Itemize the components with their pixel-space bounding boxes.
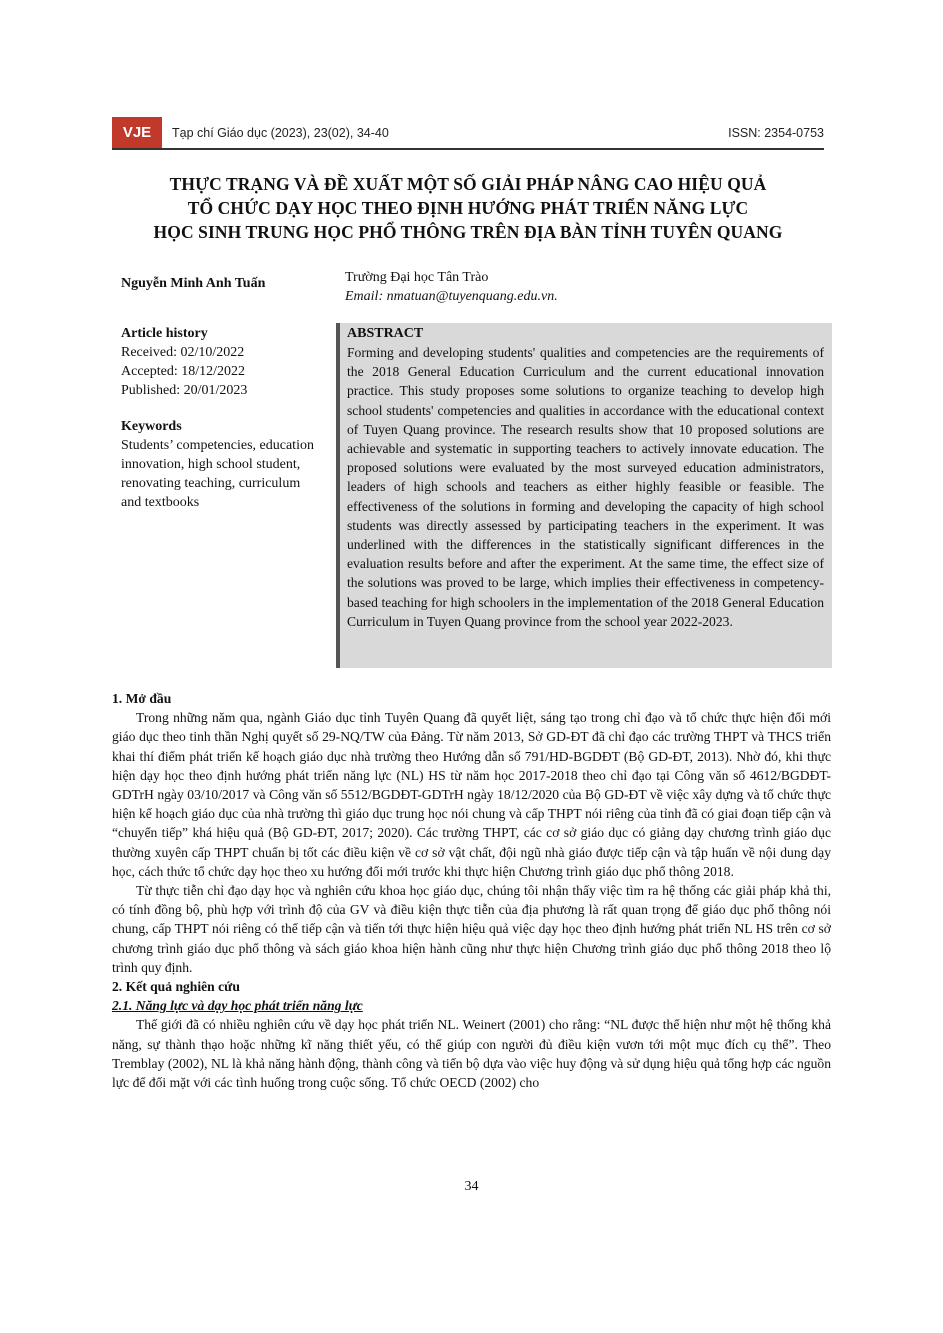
- abstract-heading: ABSTRACT: [347, 326, 424, 341]
- abstract-text: Forming and developing students' qualities and competencies are the requirements of the 2018 General Education Curriculum and the current educational innovation practice. This study proposes some solutions to organize teaching to develop high school students' competencies and qualities in accordance with the educational context of Tuyen Quang province. The research results show that 10 proposed solutions are achievable and systematic in supporting teachers to actively innovate education. The proposed solutions were evaluated by the most surveyed education administrators, leaders of high schools and teachers as either highly feasible or feasible. The effectiveness of the solutions in forming and developing the capacity of high school students was directly assessed by participating teachers in the experiment. It was underlined with the differences in the statistically significant differences in the evaluation results before and after the experiment. At the same time, the effect size of the solutions was proved to be large, which implies their effectiveness in competency-based teaching for high schoolers in the implementation of the 2018 General Education Curriculum in Tuyen Quang province from the school year 2022-2023.: [347, 345, 824, 629]
- paragraph: Từ thực tiễn chỉ đạo dạy học và nghiên cứu khoa học giáo dục, chúng tôi nhận thấy việc tìm ra hệ thống các giải pháp khả thi, có tính đồng bộ, phù hợp với trình độ của GV và điều kiện thực tiễn của địa phương là rất quan trọng để giáo dục phổ thông nói chung, cấp THPT nói riêng có thể tiếp cận và tiến tới thực hiện hiệu quả việc dạy học theo định hướng phát triển NL HS trên cơ sở chương trình giáo dục phổ thông và sách giáo khoa hiện hành cũng như thực hiện Chương trình giáo dục phổ thông 2018 theo lộ trình quy định.: [112, 883, 831, 975]
- keywords-heading: Keywords: [121, 419, 182, 434]
- article-title: [112, 172, 824, 244]
- journal-logo-badge: VJE: [112, 117, 162, 149]
- header-divider: [112, 148, 824, 150]
- author-affiliation-block: [345, 268, 558, 306]
- paragraph: Thế giới đã có nhiều nghiên cứu về dạy học phát triển NL. Weinert (2001) cho rằng: “NL được thể hiện như một hệ thống khả năng, sự thành thạo hoặc những kĩ năng thiết yếu, có thể giúp con người đủ điều kiện vươn tới một mục đích cụ thể”. Theo Tremblay (2002), NL là khả năng hành động, thành công và tiến bộ dựa vào việc huy động và sử dụng hiệu quả tổng hợp các nguồn lực để đối mặt với các tình huống trong cuộc sống. Tổ chức OECD (2002) cho: [112, 1017, 831, 1091]
- affiliation: Trường Đại học Tân Trào: [345, 270, 489, 285]
- issn-label: ISSN: 2354-0753: [728, 126, 824, 140]
- spacer: [121, 400, 321, 417]
- title-line-1: THỰC TRẠNG VÀ ĐỀ XUẤT MỘT SỐ GIẢI PHÁP NÂNG CAO HIỆU QUẢ: [169, 174, 767, 194]
- article-history-heading: Article history: [121, 326, 208, 341]
- title-line-3: HỌC SINH TRUNG HỌC PHỔ THÔNG TRÊN ĐỊA BÀN TỈNH TUYÊN QUANG: [153, 222, 783, 242]
- subsection-heading: 2.1. Năng lực và dạy học phát triển năng lực: [112, 998, 363, 1014]
- paragraph: Trong những năm qua, ngành Giáo dục tỉnh Tuyên Quang đã quyết liệt, sáng tạo trong chỉ đạo và tổ chức thực hiện đổi mới giáo dục theo tinh thần Nghị quyết số 29-NQ/TW của Đảng. Từ năm 2013, Sở GD-ĐT đã chỉ đạo các trường THPT và THCS triển khai thí điểm phát triển kế hoạch giáo dục nhà trường theo Hướng dẫn số 791/HD-BGDĐT (Bộ GD-ĐT, 2013). Nhờ đó, khi thực hiện dạy học theo định hướng phát triển năng lực (NL) HS từ năm học 2017-2018 theo chỉ đạo tại Công văn số 4612/BGDĐT-GDTrH ngày 03/10/2017 và Công văn số 5512/BGDĐT-GDTrH ngày 18/12/2020 của Bộ GD-ĐT về việc xây dựng và tổ chức thực hiện kế hoạch giáo dục của nhà trường thì giáo dục trung học nói chung và cấp THPT nói riêng của tỉnh đã có giai đoạn tiếp cận và “chuyển tiếp” khá hiệu quả (Bộ GD-ĐT, 2017; 2020). Các trường THPT, các cơ sở giáo dục có giảng dạy chương trình giáo dục thường xuyên cấp THPT chuẩn bị tốt các điều kiện về cơ sở vật chất, đội ngũ nhà giáo được tiếp cận và tập huấn về nội dung dạy học, cách thức tổ chức dạy học theo xu hướng đổi mới trước khi thực hiện Chương trình giáo dục phổ thông 2018.: [112, 710, 831, 879]
- title-line-2: TỔ CHỨC DẠY HỌC THEO ĐỊNH HƯỚNG PHÁT TRIỂN NĂNG LỰC: [187, 198, 749, 218]
- published-date: Published: 20/01/2023: [121, 383, 248, 398]
- accepted-date: Accepted: 18/12/2022: [121, 364, 246, 379]
- section-heading-results: 2. Kết quả nghiên cứu: [112, 979, 240, 995]
- section-heading-introduction: 1. Mở đầu: [112, 691, 172, 706]
- article-info-sidebar: [121, 324, 321, 512]
- keywords-text: Students’ competencies, education innovation, high school student, renovating teaching, curriculum and textbooks: [121, 438, 314, 510]
- received-date: Received: 02/10/2022: [121, 345, 245, 360]
- page-number: 34: [464, 1179, 479, 1194]
- abstract-box: [336, 323, 832, 668]
- journal-reference: Tạp chí Giáo dục (2023), 23(02), 34-40: [172, 126, 389, 140]
- page-header: [112, 117, 824, 149]
- author-email: Email: nmatuan@tuyenquang.edu.vn.: [345, 289, 558, 304]
- article-body: [112, 689, 831, 1092]
- author-name: Nguyễn Minh Anh Tuấn: [121, 276, 266, 291]
